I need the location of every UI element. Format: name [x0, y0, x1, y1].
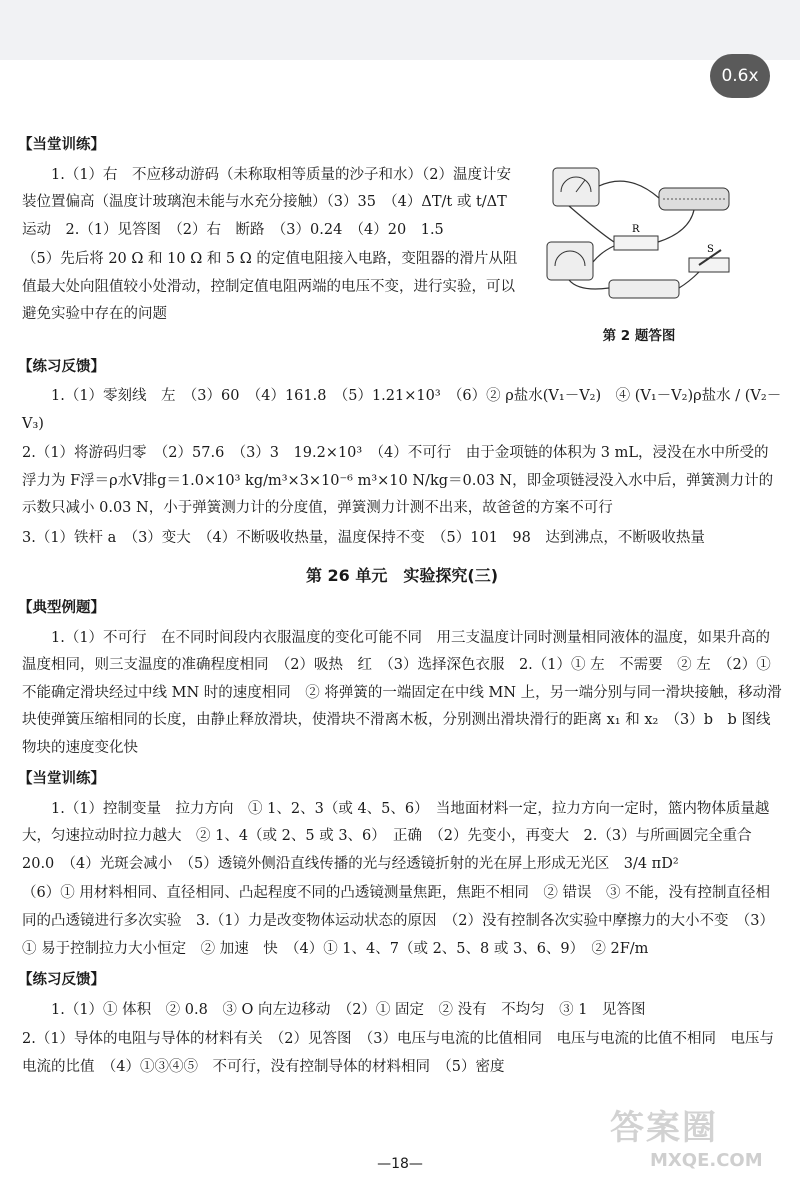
svg-text:S: S	[707, 243, 714, 255]
section-heading: 【当堂训练】	[18, 137, 105, 153]
section-text	[22, 162, 522, 350]
figure-caption: 第 2 题答图	[602, 328, 676, 345]
answer-paragraph: 3.（1）铁杆 a （3）变大 （4）不断吸收热量，温度保持不变 （5）101 98 达到沸点，不断吸收热量	[22, 530, 705, 547]
answer-paragraph: 1.（1）右 不应移动游码（未称取相等质量的沙子和水）（2）温度计安装位置偏高（温度计玻璃泡未能与水充分接触）（3）35 （4）ΔT/t 或 t/ΔT 运动 2.（1）见答图 （2）右 断路 （3）0.24 （4）20 1.5	[22, 166, 522, 238]
unit-title: 第 26 单元 实验探究(三)	[305, 565, 499, 585]
answer-paragraph: 1.（1）不可行 在不同时间段内衣服温度的变化可能不同 用三支温度计同时测量相同液体的温度，如果升高的温度相同，则三支温度的准确程度相同 （2）吸热 红 （3）选择深色衣服 2.（1）① 左 不需要 ② 左 （2）① 不能确定滑块经过中线 MN 时的速度相同 ② 将弹簧的一端固定在中线 MN 上，另一端分别与同一滑块接触，移动滑块使弹簧压缩相同的长度，由静止释放滑块，使滑块不滑离木板，分别测出滑块滑行的距离 x₁ 和 x₂ （3）b b 图线物块的速度变化快	[22, 629, 782, 756]
answer-paragraph: 1.（1）控制变量 拉力方向 ① 1、2、3（或 4、5、6） 当地面材料一定，拉力方向一定时，篮内物体质量越大，匀速拉动时拉力越大 ② 1、4（或 2、5 或 3、6） 正确 （2）先变小，再变大 2.（3）与所画圆完全重合 20.0 （4）光斑会减小 （5）透镜外侧沿直线传播的光与经透镜折射的光在屏上形成无光区 3/4 πD²	[22, 800, 770, 872]
answer-paragraph: （5）先后将 20 Ω 和 10 Ω 和 5 Ω 的定值电阻接入电路，变阻器的滑片从阻值最大处向阻值较小处滑动，控制定值电阻两端的电压不变，进行实验，可以避免实验中存在的问题	[22, 251, 518, 323]
site-watermark-logo: 答案圈	[610, 1108, 718, 1148]
answer-paragraph: 1.（1）① 体积 ② 0.8 ③ O 向左边移动 （2）① 固定 ② 没有 不均匀 ③ 1 见答图	[51, 1001, 646, 1018]
site-watermark-url: MXQE.COM	[650, 1150, 763, 1171]
circuit-diagram-illustration	[539, 162, 739, 312]
answer-paragraph: 2.（1）导体的电阻与导体的材料有关 （2）见答图 （3）电压与电流的比值相同 电压与电流的比值不相同 电压与电流的比值 （4）①③④⑤ 不可行，没有控制导体的材料相同 （5）密度	[22, 1031, 775, 1075]
document-page	[18, 128, 782, 1083]
viewer-top-bar	[0, 0, 800, 60]
svg-text:R: R	[632, 223, 640, 235]
answer-paragraph: 2.（1）将游码归零 （2）57.6 （3）3 19.2×10³ （4）不可行 由于金项链的体积为 3 mL，浸没在水中所受的浮力为 F浮＝ρ水V排g＝1.0×10³ kg/m³×3×10⁻⁶ m³×10 N/kg＝0.03 N，即金项链浸没入水中后，弹簧测力计的示数只减小 0.03 N，小于弹簧测力计的分度值，弹簧测力计测不出来，故爸爸的方案不可行	[22, 445, 774, 517]
answer-paragraph: （6）① 用材料相同、直径相同、凸起程度不同的凸透镜测量焦距，焦距不相同 ② 错误 ③ 不能，没有控制直径相同的凸透镜进行多次实验 3.（1）力是改变物体运动状态的原因 （2）没有控制各次实验中摩擦力的大小不变 （3）① 易于控制拉力大小恒定 ② 加速 快 （4）① 1、4、7（或 2、5、8 或 3、6、9） ② 2F/m	[22, 885, 775, 957]
section-with-figure	[22, 162, 782, 350]
page-number: —18—	[377, 1156, 423, 1172]
circuit-figure	[534, 162, 744, 350]
section-heading: 【典型例题】	[18, 599, 105, 616]
answer-paragraph: 1.（1）零刻线 左 （3）60 （4）161.8 （5）1.21×10³ （6）② ρ盐水(V₁－V₂) ④ (V₁－V₂)ρ盐水 / (V₂－V₃)	[22, 388, 782, 432]
zoom-level-button[interactable]: 0.6x	[710, 54, 770, 98]
section-heading: 【当堂训练】	[18, 771, 105, 788]
section-heading: 【练习反馈】	[18, 972, 105, 989]
section-heading: 【练习反馈】	[18, 358, 105, 375]
